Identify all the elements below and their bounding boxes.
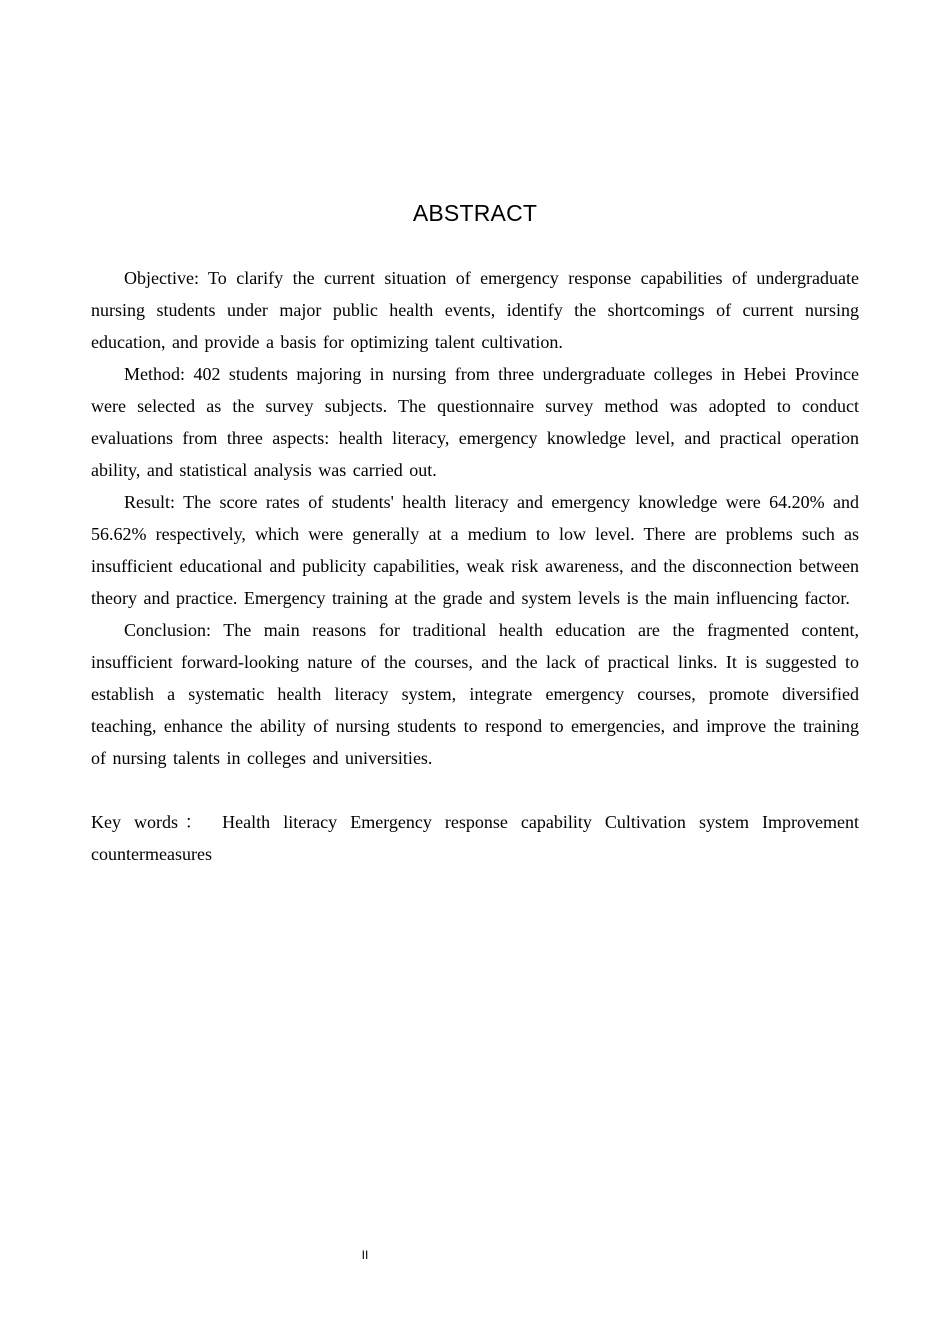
paragraph-conclusion: Conclusion: The main reasons for traditional health education are the fragmented content, insufficient forward-looking nature of the courses, and the lack of practical links. It is suggested to establish a systematic health literacy system, integrate emergency courses, promote diversified teaching, enhance the ability of nursing students to respond to emergencies, and improve the training of nursing talents in colleges and universities. [91, 620, 859, 768]
keywords-text: Health literacy Emergency response capability Cultivation system Improvement countermeasures [91, 812, 859, 864]
abstract-body [91, 262, 859, 870]
paragraph-result: Result: The score rates of students' health literacy and emergency knowledge were 64.20% and 56.62% respectively, which were generally at a medium to low level. There are problems such as insufficient educational and publicity capabilities, weak risk awareness, and the disconnection between theory and practice. Emergency training at the grade and system levels is the main influencing factor. [91, 492, 859, 608]
paragraph-method: Method: 402 students majoring in nursing from three undergraduate colleges in Hebei Province were selected as the survey subjects. The questionnaire survey method was adopted to conduct evaluations from three aspects: health literacy, emergency knowledge level, and practical operation ability, and statistical analysis was carried out. [91, 364, 859, 480]
page-title: ABSTRACT [412, 200, 538, 226]
keywords-label: Key words： [91, 812, 210, 832]
keywords-line [91, 806, 859, 870]
page-number: II [361, 1248, 369, 1262]
paragraph-objective: Objective: To clarify the current situation of emergency response capabilities of undergraduate nursing students under major public health events, identify the shortcomings of current nursing education, and provide a basis for optimizing talent cultivation. [91, 268, 859, 352]
